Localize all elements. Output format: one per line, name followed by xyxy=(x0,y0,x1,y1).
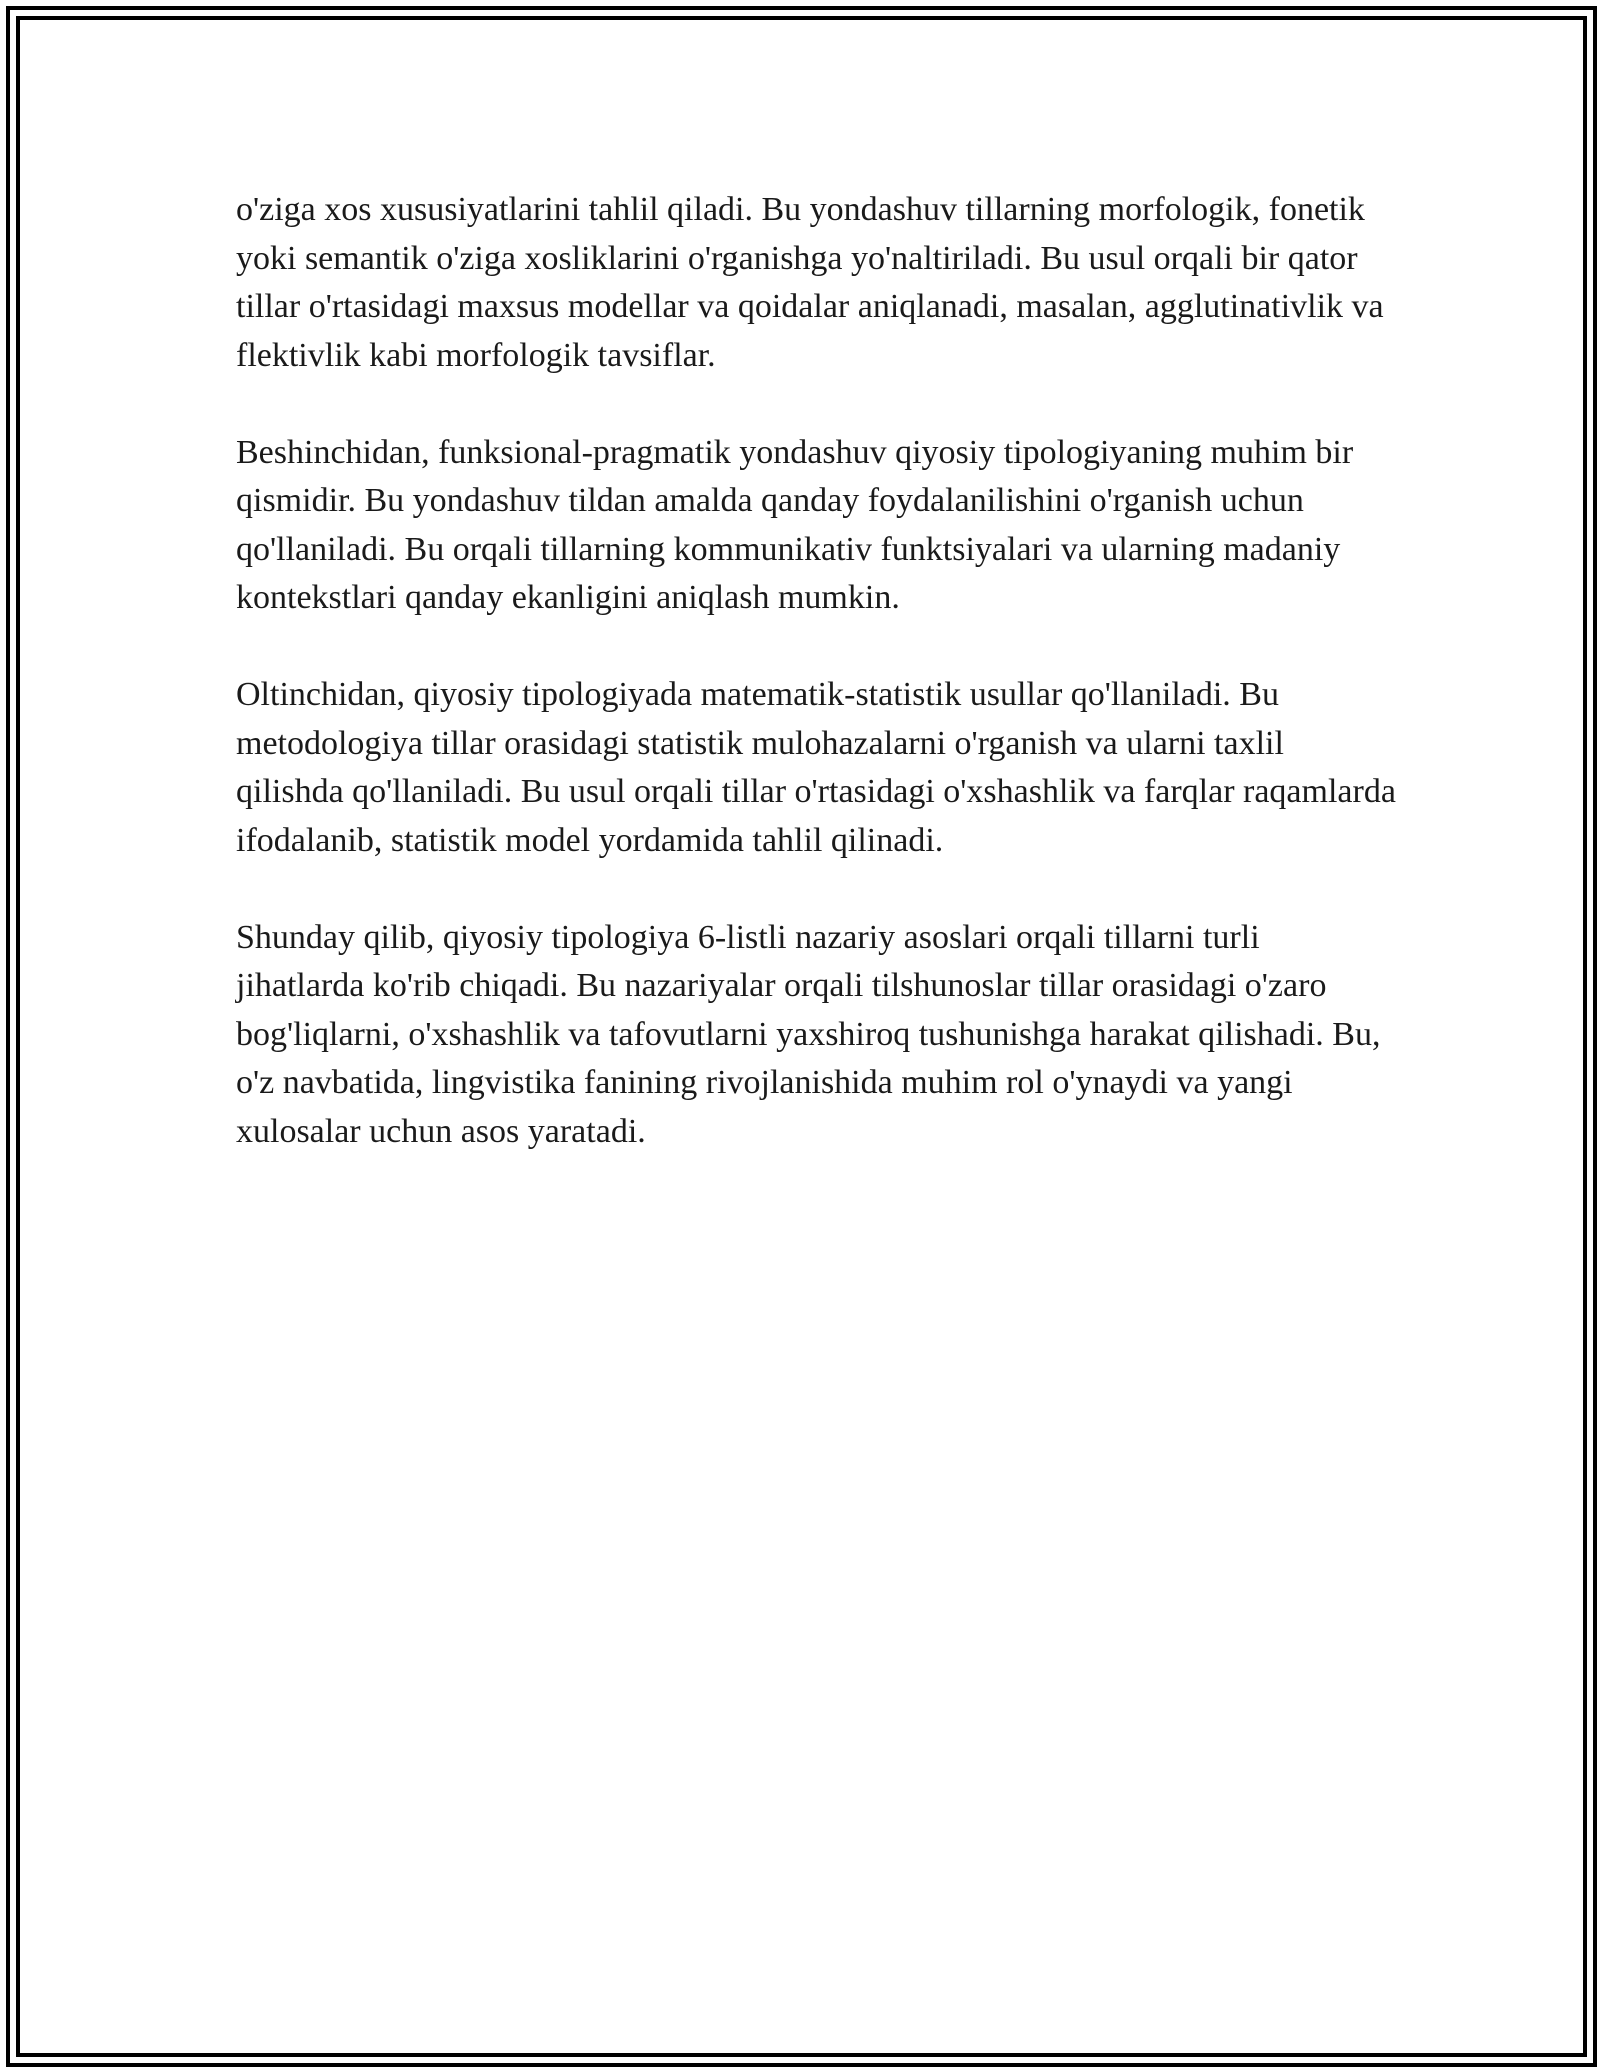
paragraph-4: Shunday qilib, qiyosiy tipologiya 6-listli nazariy asoslari orqali tillarni turli jihatlarda ko'rib chiqadi. Bu nazariyalar orqali tilshunoslar tillar orasidagi o'zaro bog'liqlarni, o'xshashlik va tafovutlarni yaxshiroq tushunishga harakat qilishadi. Bu, o'z navbatida, lingvistika fanining rivojlanishida muhim rol o'ynaydi va yangi xulosalar uchun asos yaratadi. xyxy=(236,918,1381,1150)
document-body xyxy=(236,186,1396,1156)
paragraph-1: o'ziga xos xususiyatlarini tahlil qiladi. Bu yondashuv tillarning morfologik, fonetik yoki semantik o'ziga xosliklarini o'rganishga yo'naltiriladi. Bu usul orqali bir qator tillar o'rtasidagi maxsus modellar va qoidalar aniqlanadi, masalan, agglutinativlik va flektivlik kabi morfologik tavsiflar. xyxy=(236,191,1384,374)
paragraph-3: Oltinchidan, qiyosiy tipologiyada matematik-statistik usullar qo'llaniladi. Bu metodologiya tillar orasidagi statistik mulohazalarni o'rganish va ularni taxlil qilishda qo'llaniladi. Bu usul orqali tillar o'rtasidagi o'xshashlik va farqlar raqamlarda ifodalanib, statistik model yordamida tahlil qilinadi. xyxy=(236,676,1396,859)
paragraph-2: Beshinchidan, funksional-pragmatik yondashuv qiyosiy tipologiyaning muhim bir qismidir. Bu yondashuv tildan amalda qanday foydalanilishini o'rganish uchun qo'llaniladi. Bu orqali tillarning kommunikativ funktsiyalari va ularning madaniy kontekstlari qanday ekanligini aniqlash mumkin. xyxy=(236,433,1354,616)
